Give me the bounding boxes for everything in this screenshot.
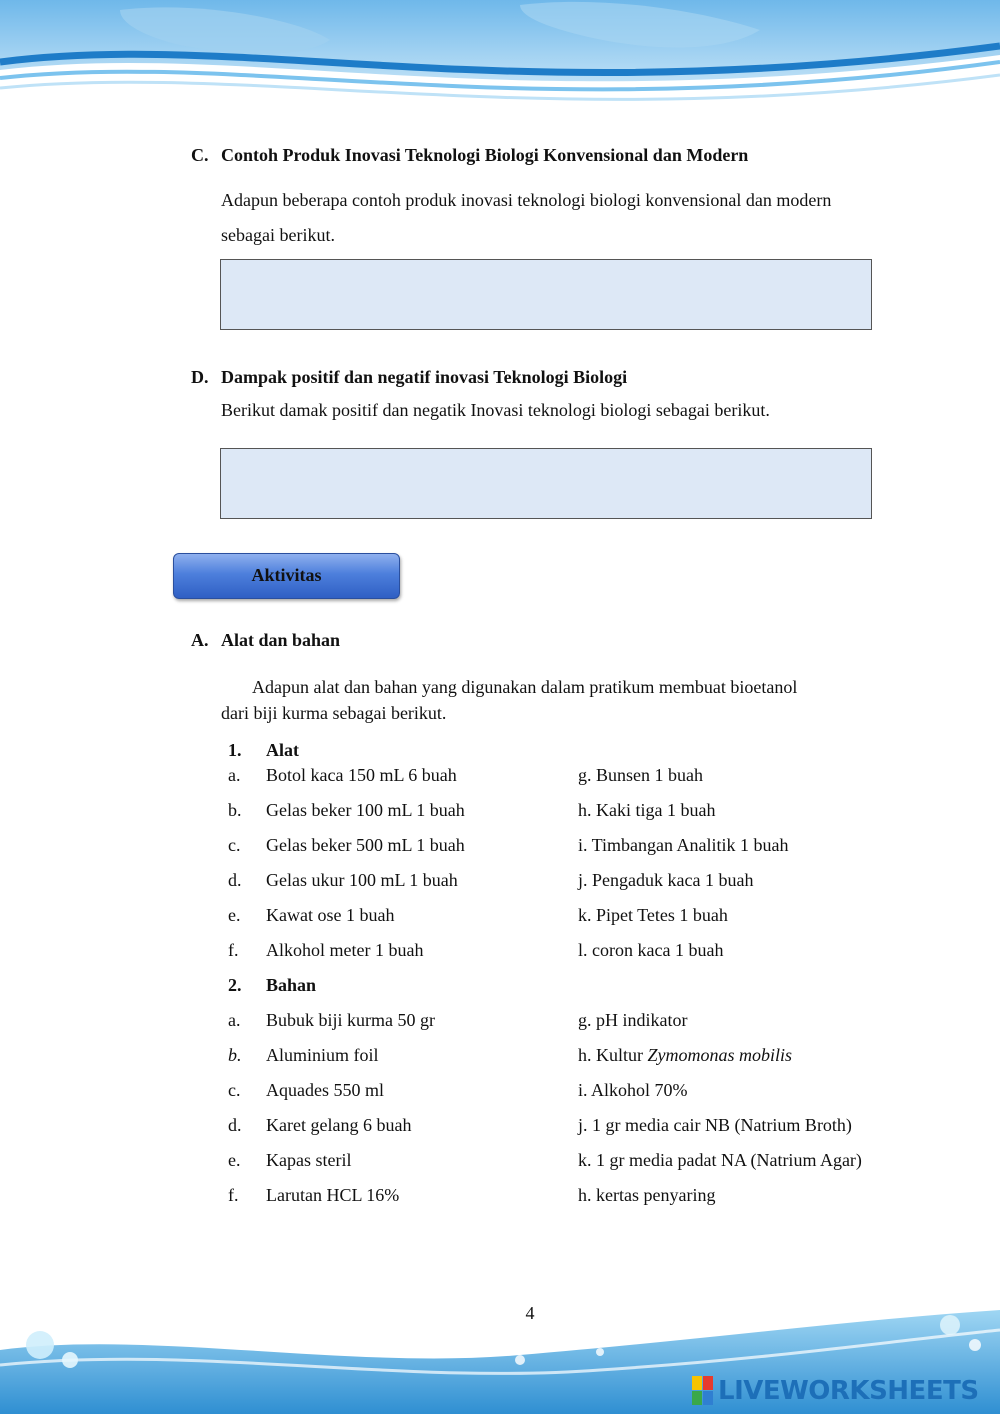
answer-box-contoh-produk[interactable] [220, 259, 872, 330]
list-item [228, 870, 928, 894]
item-marker: a. [228, 765, 241, 785]
header-wave-banner [0, 0, 1000, 125]
list-item [228, 800, 928, 824]
item-marker: b. [228, 800, 242, 820]
section-c-paragraph-line1: Adapun beberapa contoh produk inovasi teknologi biologi konvensional dan modern [221, 190, 832, 210]
item-right-species-name: Zymomonas mobilis [647, 1045, 793, 1065]
item-right: g. pH indikator [578, 1010, 688, 1030]
item-right: k. 1 gr media padat NA (Natrium Agar) [578, 1150, 862, 1170]
item-right: h. kertas penyaring [578, 1185, 716, 1205]
item-marker: f. [228, 940, 239, 960]
section-a-paragraph-line2: dari biji kurma sebagai berikut. [221, 703, 447, 723]
item-right-prefix: h. Kultur [578, 1045, 648, 1065]
list-item [228, 765, 928, 789]
item-left: Bubuk biji kurma 50 gr [266, 1010, 435, 1030]
item-marker: c. [228, 835, 241, 855]
item-left: Karet gelang 6 buah [266, 1115, 412, 1135]
item-left: Botol kaca 150 mL 6 buah [266, 765, 457, 785]
item-marker: f. [228, 1185, 239, 1205]
item-marker: e. [228, 1150, 241, 1170]
item-right: i. Alkohol 70% [578, 1080, 688, 1100]
item-left: Kapas steril [266, 1150, 352, 1170]
section-a-paragraph-line1: Adapun alat dan bahan yang digunakan dalam pratikum membuat bioetanol [252, 677, 798, 697]
item-right: k. Pipet Tetes 1 buah [578, 905, 728, 925]
section-c-letter: C. [191, 145, 209, 165]
item-left: Alkohol meter 1 buah [266, 940, 424, 960]
section-d-title: Dampak positif dan negatif inovasi Teknologi Biologi [221, 367, 628, 387]
item-right: l. coron kaca 1 buah [578, 940, 724, 960]
item-marker: c. [228, 1080, 241, 1100]
item-left: Larutan HCL 16% [266, 1185, 400, 1205]
section-a-title: Alat dan bahan [221, 630, 341, 650]
item-marker: a. [228, 1010, 241, 1030]
bahan-heading-row [228, 975, 928, 999]
answer-box-dampak[interactable] [220, 448, 872, 519]
item-marker: d. [228, 870, 242, 890]
item-left: Kawat ose 1 buah [266, 905, 395, 925]
item-right: h. Kaki tiga 1 buah [578, 800, 716, 820]
item-left: Gelas beker 500 mL 1 buah [266, 835, 465, 855]
list-item [228, 835, 928, 859]
list-item [228, 1150, 928, 1174]
liveworksheets-logo [692, 1374, 992, 1408]
list-item [228, 1045, 928, 1069]
item-marker: e. [228, 905, 241, 925]
aktivitas-label: Aktivitas [251, 565, 322, 585]
item-right [578, 1045, 792, 1066]
item-right: j. 1 gr media cair NB (Natrium Broth) [578, 1115, 852, 1135]
list-item [228, 1115, 928, 1139]
aktivitas-banner [173, 553, 400, 599]
item-left: Aquades 550 ml [266, 1080, 384, 1100]
alat-heading: Alat [266, 740, 299, 760]
item-marker: d. [228, 1115, 242, 1135]
section-d-paragraph: Berikut damak positif dan negatik Inovasi teknologi biologi sebagai berikut. [221, 400, 770, 420]
list-item [228, 1010, 928, 1034]
alat-heading-row [228, 740, 928, 764]
list-item [228, 905, 928, 929]
list-item [228, 1185, 928, 1209]
alat-number: 1. [228, 740, 242, 760]
bahan-heading: Bahan [266, 975, 317, 995]
section-d-letter: D. [191, 367, 209, 387]
liveworksheets-logo-icon [692, 1376, 714, 1406]
item-left: Aluminium foil [266, 1045, 379, 1065]
list-item [228, 940, 928, 964]
section-c-title: Contoh Produk Inovasi Teknologi Biologi Konvensional dan Modern [221, 145, 749, 165]
item-left: Gelas beker 100 mL 1 buah [266, 800, 465, 820]
item-right: g. Bunsen 1 buah [578, 765, 703, 785]
item-right: j. Pengaduk kaca 1 buah [578, 870, 754, 890]
bahan-number: 2. [228, 975, 242, 995]
list-item [228, 1080, 928, 1104]
item-right: i. Timbangan Analitik 1 buah [578, 835, 789, 855]
section-a-letter: A. [191, 630, 209, 650]
item-marker: b. [228, 1045, 242, 1065]
page-number: 4 [525, 1303, 535, 1323]
item-left: Gelas ukur 100 mL 1 buah [266, 870, 458, 890]
liveworksheets-text: LIVEWORKSHEETS [718, 1376, 979, 1406]
section-c-paragraph-line2: sebagai berikut. [221, 225, 335, 245]
